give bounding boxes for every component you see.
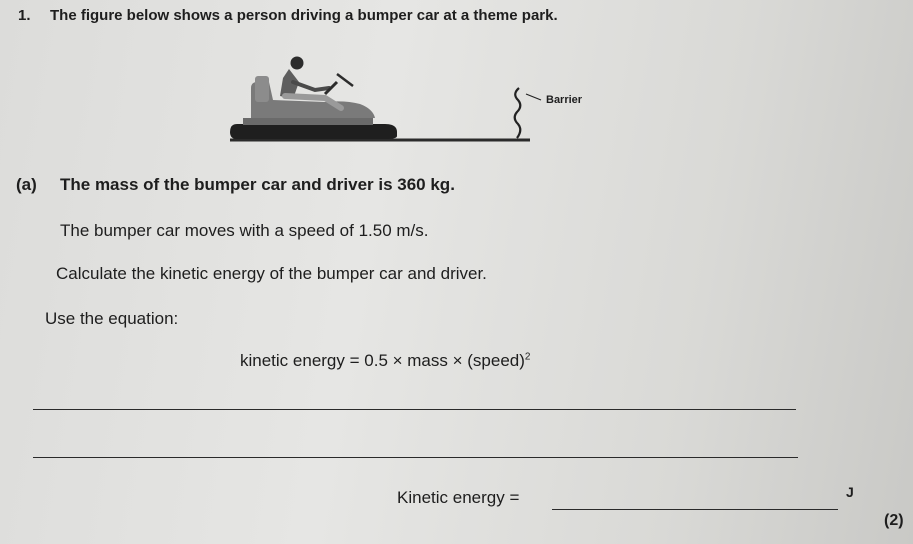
bumper-car-figure: [225, 52, 605, 152]
driver-head: [291, 57, 304, 70]
answer-working-line-1[interactable]: [33, 409, 796, 410]
equation-main: kinetic energy = 0.5 × mass × (speed): [240, 351, 525, 370]
calculate-instruction: Calculate the kinetic energy of the bumper car and driver.: [56, 264, 487, 283]
antenna-pole: [337, 74, 353, 86]
answer-working-line-2[interactable]: [33, 457, 798, 458]
barrier-label: Barrier: [546, 94, 583, 106]
equation-exponent: 2: [524, 351, 531, 363]
question-number: 1.: [18, 7, 31, 24]
kinetic-energy-answer-label: Kinetic energy =: [397, 488, 520, 507]
part-a-label: (a): [16, 175, 37, 194]
kinetic-energy-answer-line[interactable]: [552, 509, 838, 510]
car-seat: [255, 76, 269, 102]
kinetic-energy-equation: [240, 351, 530, 371]
barrier-pointer: [526, 94, 541, 100]
barrier: [515, 88, 521, 138]
car-bumper: [230, 124, 397, 139]
mass-statement: The mass of the bumper car and driver is 360 kg.: [60, 175, 455, 194]
energy-unit: J: [846, 484, 854, 500]
driver-arm: [293, 82, 329, 90]
question-intro: The figure below shows a person driving a bumper car at a theme park.: [50, 7, 558, 24]
marks-badge: (2): [884, 512, 904, 529]
use-equation-label: Use the equation:: [45, 309, 179, 328]
speed-statement: The bumper car moves with a speed of 1.50 m/s.: [60, 221, 429, 240]
car-skirt: [243, 118, 373, 125]
